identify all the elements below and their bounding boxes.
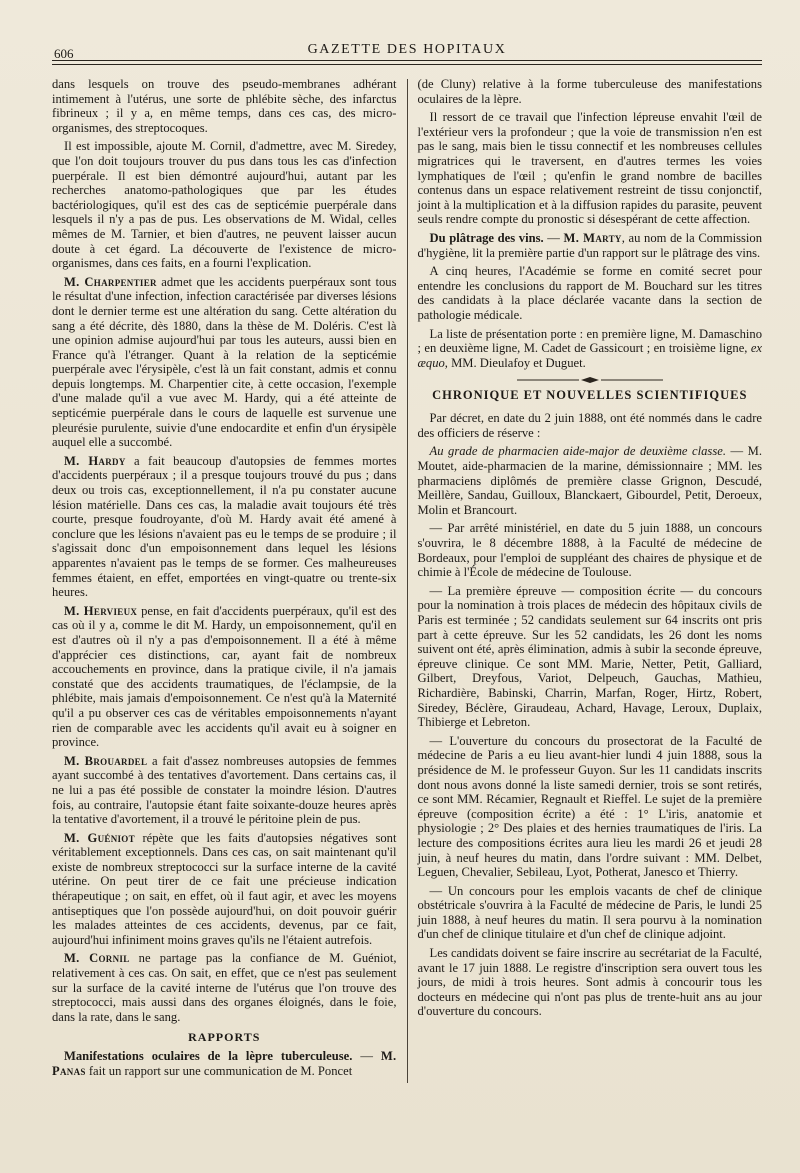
column-divider	[407, 79, 408, 1083]
header-rule	[52, 60, 762, 65]
paragraph: — L'ouverture du concours du prosectorat de la Faculté de médecine de Paris a eu lieu avant-hier lundi 4 juin 1888, sous la présidence de M. le professeur Guyon. Sur les 11 candidats inscrits dont nous avons donné la liste samedi dernier, trois se sont retirés, ce sont MM. Récamier, Regnault et Rieffel. Le sujet de la première épreuve (composition écrite) a été : 1° L'iris, anatomie et physiologie ; 2° Des plaies et des hernies traumatiques de l'iris. La lecture des compositions écrites aura lieu les mardi 26 et jeudi 28 juin, à neuf heures du matin, dans l'ordre suivant : MM. Delbet, Leguen, Chevalier, Sebileau, Lyot, Potherat, Janesco et Thierry.	[417, 733, 762, 880]
paragraph	[52, 454, 397, 600]
speaker-name: M. Panas	[52, 1049, 397, 1078]
right-column	[418, 77, 763, 1083]
paragraph: A cinq heures, l'Académie se forme en comité secret pour entendre les conclusions du rapport de M. Bouchard sur les titres des candidats à la place déclarée vacante dans la section de pathologie médicale.	[417, 264, 762, 322]
paragraph-text: ne partage pas la confiance de M. Guéniot, relativement à ces cas. On sait, en effet, que ce n'est pas seulement sur la surface de la cavité interne de l'utérus que l'on trouve des streptococci, mais aussi dans des organes éloignés, dans le foie, dans la rate, dans le sang.	[52, 951, 397, 1024]
speaker-name: M. Marty	[563, 230, 622, 245]
section-heading-rapports: RAPPORTS	[188, 1030, 261, 1045]
paragraph: Les candidats doivent se faire inscrire au secrétariat de la Faculté, avant le 17 juin 1888. Le registre d'inscription sera ouvert tous les jours, de midi à trois heures. Sont admis à concourir tous les docteurs en médecine qui n'ont pas plus de trente-huit ans au jour d'ouverture du concours.	[417, 946, 762, 1019]
left-column	[52, 77, 397, 1083]
paragraph	[418, 327, 763, 371]
paragraph	[418, 231, 763, 260]
italic-phrase: Au grade de pharmacien aide-major de deuxième classe.	[429, 444, 726, 459]
paragraph-text: La liste de présentation porte : en première ligne, M. Damaschino ; en deuxième ligne, M. Cadet de Gassicourt ; en troisième ligne,	[417, 326, 762, 356]
speaker-name: M. Cornil	[64, 951, 130, 966]
section-ornament	[515, 376, 665, 384]
speaker-name: M. Brouardel	[64, 753, 148, 768]
paragraph-text: a fait d'assez nombreuses autopsies de femmes ayant succombé à des tentatives d'avortement. Dans certains cas, il ne lui a pas été possible de constater la moindre lésion. D'autres fois, au contraire, l'autopsie étant faite soixante-douze heures après la tentative d'avortement, il a trouvé le péritoine plein de pus.	[52, 753, 397, 827]
article-columns	[52, 77, 762, 1083]
paragraph	[52, 831, 397, 948]
paragraph	[52, 604, 397, 750]
speaker-name: M. Hervieux	[64, 603, 138, 618]
section-heading-chronique: CHRONIQUE ET NOUVELLES SCIENTIFIQUES	[432, 388, 748, 403]
paragraph: dans lesquels on trouve des pseudo-membranes adhérant intimement à l'utérus, une sorte de phlébite sèche, des infarctus fibrineux ; il y a, en même temps, dans ces cas, des micro-organismes, des streptocoques.	[52, 77, 397, 135]
paragraph-text: admet que les accidents puerpéraux sont tous le résultat d'une infection, infection caractérisée par diverses lésions dont le dernier terme est une altération du sang. Cette altération du sang a été décrite, dès 1880, dans la thèse de M. Doléris. C'est là une opinion admise aujourd'hui par tous les auteurs, aussi bien en France qu'à l'étranger. Quant à la relation de la septicémie puerpérale avec l'érysipèle, c'est là un fait constant, admis et connu depuis longtemps. M. Charpentier cite, à cette occasion, l'exemple d'une malade qu'il a vue avec M. Hardy, qui a été atteinte de septicémie puerpérale dans le cours de laquelle est survenue une pleurésie purulente, suivie d'une endocardite et enfin d'un érysipèle auquel elle a succombé.	[52, 274, 397, 450]
dash: —	[352, 1049, 381, 1064]
paragraph-text: a fait beaucoup d'autopsies de femmes mortes d'accidents puerpéraux ; il a presque toujours trouvé du pus ; dans deux ou trois cas, exceptionnellement, il n'a pu constater aucune lésion matérielle. Dans ces cas, la maladie avait toujours été très courte, presque foudroyante, d'où M. Hardy avait été amené à conclure que les lésions n'avaient pas eu le temps de se produire ; il s'agissait donc d'un empoisonnement dans lequel les lésions apparentes n'avaient pas le temps de se former. Ces malheureuses femmes étaient, en effet, emportées en vingt-quatre ou trente-six heures.	[52, 453, 397, 600]
paragraph: — Par arrêté ministériel, en date du 5 juin 1888, un concours s'ouvrira, le 8 décembre 1888, à la Faculté de médecine de Bordeaux, pour l'emploi de suppléant des chaires de physique et de chimie à l'École de médecine de Toulouse.	[417, 521, 762, 580]
paragraph	[52, 951, 397, 1024]
paragraph-text: pense, en fait d'accidents puerpéraux, qu'il est des cas où il y a, comme le dit M. Hardy, un empoisonnement, qu'il en est d'autres où il n'y a pas d'empoisonnement. Il a été à même d'apprécier ces distinctions, car, ayant fait de nombreux accouchements en province, dans la pratique civile, il n'a jamais constaté que des accidents traumatiques, de l'éclampsie, de la phlébite, mais jamais d'empoisonnement. Ce n'est qu'à la Maternité qu'il a pu observer ces cas de véritables empoisonnements n'ayant rien de comparable avec les accidents qu'il avait eu à soigner en province.	[52, 603, 397, 750]
paragraph: Il ressort de ce travail que l'infection lépreuse envahit l'œil de l'extérieur vers la profondeur ; que la voie de transmission n'en est pas le sang, mais bien le tissu connectif et les nombreuses cellules migratrices qui le traversent, en d'autres termes les voies lymphatiques de l'œil ; qu'enfin le grand nombre de bacilles contenus dans un espace relativement restreint de tissu conjonctif, joint à la multiplication et à la diffusion rapides du parasite, peuvent seuls rendre compte du pronostic si désespérant de cette affection.	[417, 110, 762, 227]
paragraph	[52, 754, 397, 827]
report-title: Manifestations oculaires de la lèpre tuberculeuse.	[64, 1049, 353, 1064]
speaker-name: M. Guéniot	[64, 830, 135, 845]
paragraph-text: , au nom de la Commission d'hygiène, lit la première partie d'un rapport sur le plâtrage des vins.	[417, 230, 763, 260]
page-header	[52, 0, 762, 62]
paragraph: Il est impossible, ajoute M. Cornil, d'admettre, avec M. Siredey, que l'on doit toujours trouver du pus dans tous les cas d'infection puerpérale. Il est bien démontré aujourd'hui, autant par les recherches anatomo-pathologiques que par les études bactériologiques, qu'il est des cas de septicémie puerpérale dans lesquels il n'y a pas de pus. Les observations de M. Widal, celles mêmes de M. Tarnier, et bien d'autres, ne peuvent laisser aucun doute à cet égard. La découverte de l'existence de micro-organismes, dans ces faits, en a fourni l'explication.	[52, 139, 397, 271]
paragraph	[418, 444, 763, 517]
speaker-name: M. Charpentier	[64, 274, 157, 289]
page-number: 606	[54, 46, 74, 61]
report-title: Du plâtrage des vins.	[429, 230, 544, 245]
paragraph	[52, 275, 397, 450]
speaker-name: M. Hardy	[64, 453, 126, 468]
paragraph: Par décret, en date du 2 juin 1888, ont été nommés dans le cadre des officiers de réserve :	[417, 411, 762, 440]
paragraph-text: , MM. Dieulafoy et Duguet.	[444, 355, 586, 370]
paragraph-text: fait un rapport sur une communication de M. Poncet	[85, 1064, 353, 1078]
paragraph-text: — M. Moutet, aide-pharmacien de la marine, démissionnaire ; MM. les pharmaciens diplômés de première classe Grignon, Descudé, Meillère, Sandau, Guilloux, Blanckaert, Gibourdel, Petit, Deroeux, Molin et Brancourt.	[417, 444, 762, 517]
paragraph-text: répète que les faits d'autopsies négatives sont véritablement exceptionnels. Dans ces cas, on sait maintenant qu'il existe de nombreux streptococci sur la surface interne de la cavité utérine. On peut tirer de ce fait une précieuse indication thérapeutique ; on sait, en effet, où il faut agir, et avec les moyens antiseptiques que l'on possède aujourd'hui, on doit pouvoir guérir les malades atteintes de ces accidents, devenus, par ce fait, aujourd'hui infiniment moins graves qu'ils ne l'étaient autrefois.	[52, 830, 397, 947]
paragraph: — La première épreuve — composition écrite — du concours pour la nomination à trois places de médecin des hôpitaux civils de Paris est terminée ; 52 candidats seulement sur 64 inscrits ont pris part à cette épreuve. Sur les 52 candidats, les 26 dont les noms suivent ont été, après élimination, admis à subir la seconde épreuve, épreuve clinique. Ce sont MM. Marie, Netter, Petit, Galliard, Gilbert, Dreyfous, Variot, Delpeuch, Gauchas, Mathieu, Richardière, Babinski, Charrin, Marfan, Roger, Hirtz, Robert, Siredey, Béclère, Giraudeau, Achard, Havage, Leroux, Duplaix, Thibierge et Lebreton.	[417, 583, 762, 730]
journal-title: GAZETTE DES HOPITAUX	[307, 42, 507, 57]
paragraph: (de Cluny) relative à la forme tuberculeuse des manifestations oculaires de la lèpre.	[417, 77, 762, 106]
paragraph: — Un concours pour les emplois vacants de chef de clinique obstétricale s'ouvrira à la Faculté de médecine de Paris, le lundi 25 juin 1888, à neuf heures du matin. Il sera pourvu à la nomination d'un chef de clinique titulaire et d'un chef de clinique adjoint.	[417, 883, 762, 942]
paragraph	[52, 1049, 397, 1078]
italic-phrase: ex æquo	[417, 341, 762, 370]
dash: —	[543, 230, 564, 245]
